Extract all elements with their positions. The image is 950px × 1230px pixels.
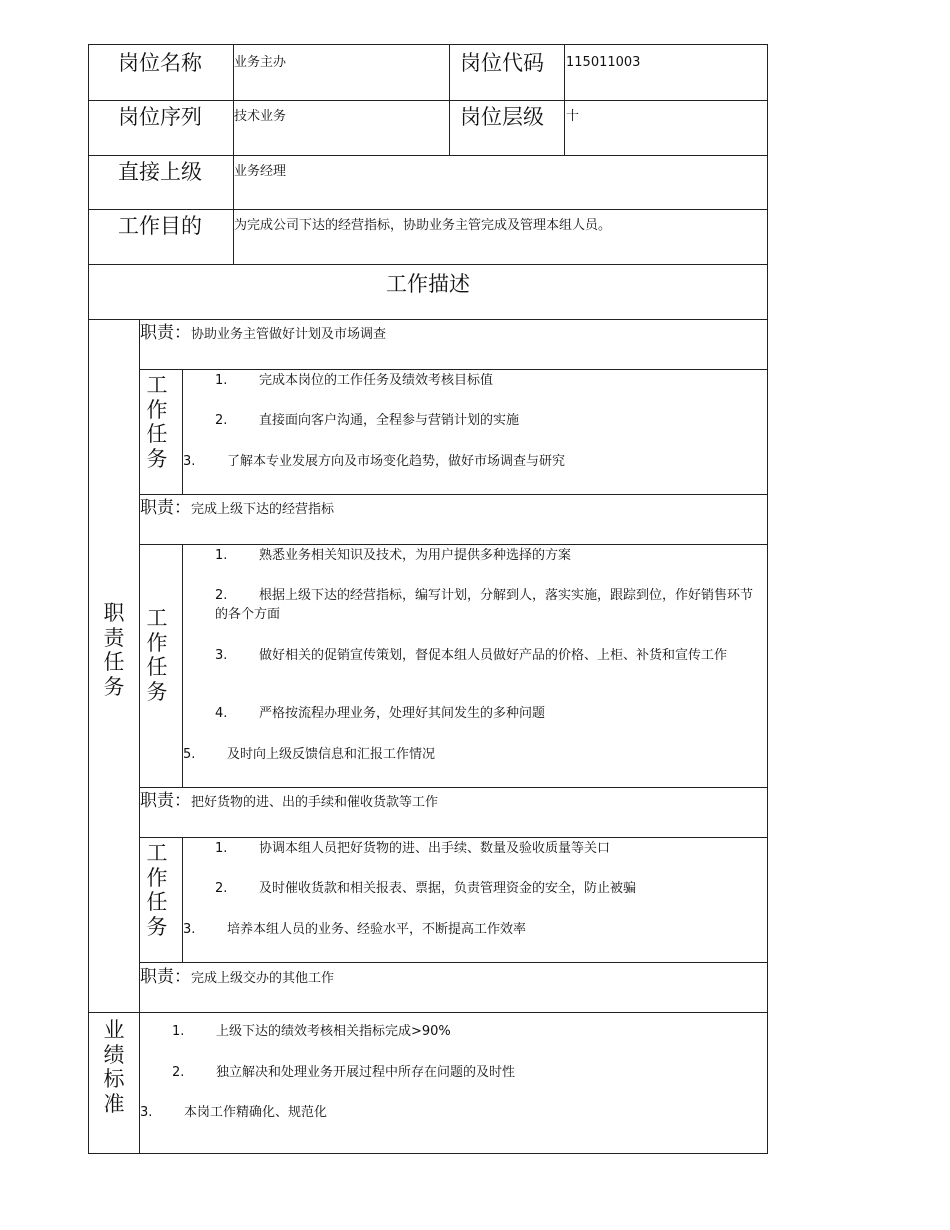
task-item: 4. 严格按流程办理业务，处理好其间发生的多种问题 <box>215 706 546 721</box>
task-item: 1. 熟悉业务相关知识及技术，为用户提供多种选择的方案 <box>215 548 572 563</box>
position-series-value: 技术业务 <box>234 109 287 124</box>
position-name-value: 业务主办 <box>234 55 287 70</box>
position-code-value: 115011003 <box>566 55 641 70</box>
superior-value: 业务经理 <box>234 164 287 179</box>
task-item: 1. 完成本岗位的工作任务及绩效考核目标值 <box>215 373 494 388</box>
duty-2: 职责：完成上级下达的经营指标 <box>140 498 335 518</box>
task-side-label-1: 工 作 任 务 <box>146 373 168 471</box>
duty-3: 职责：把好货物的进、出的手续和催收货款等工作 <box>140 791 439 811</box>
purpose-label: 工作目的 <box>118 214 202 238</box>
task-item: 2. 根据上级下达的经营指标，编写计划，分解到人，落实实施，跟踪到位，作好销售环节的各个方面 <box>215 588 754 622</box>
position-code-label: 岗位代码 <box>460 51 544 75</box>
position-series-label: 岗位序列 <box>118 105 202 129</box>
task-side-label-3: 工 作 任 务 <box>146 841 168 939</box>
responsibility-side-label: 职 责 任 务 <box>103 601 125 699</box>
task-side-label-2: 工 作 任 务 <box>146 606 168 704</box>
position-level-label: 岗位层级 <box>460 105 544 129</box>
duty-4: 职责：完成上级交办的其他工作 <box>140 967 335 987</box>
duty-1: 职责：协助业务主管做好计划及市场调查 <box>140 323 387 343</box>
superior-label: 直接上级 <box>118 160 202 184</box>
task-item: 3. 培养本组人员的业务、经验水平，不断提高工作效率 <box>183 922 527 937</box>
task-item: 3. 了解本专业发展方向及市场变化趋势，做好市场调查与研究 <box>183 454 566 469</box>
purpose-value: 为完成公司下达的经营指标，协助业务主管完成及管理本组人员。 <box>234 218 612 233</box>
performance-item: 3. 本岗工作精确化、规范化 <box>140 1105 328 1120</box>
description-title: 工作描述 <box>386 272 470 296</box>
task-item: 2. 直接面向客户沟通，全程参与营销计划的实施 <box>215 413 520 428</box>
task-item: 3. 做好相关的促销宣传策划，督促本组人员做好产品的价格、上柜、补货和宣传工作 <box>215 648 728 663</box>
performance-side-label: 业 绩 标 准 <box>103 1018 125 1116</box>
task-item: 2. 及时催收货款和相关报表、票据，负责管理资金的安全，防止被骗 <box>215 881 637 896</box>
performance-item: 2. 独立解决和处理业务开展过程中所存在问题的及时性 <box>172 1065 516 1080</box>
position-name-label: 岗位名称 <box>118 51 202 75</box>
task-item: 1. 协调本组人员把好货物的进、出手续、数量及验收质量等关口 <box>215 841 611 856</box>
position-level-value: 十 <box>566 109 580 124</box>
performance-item: 1. 上级下达的绩效考核相关指标完成>90% <box>172 1024 451 1039</box>
task-item: 5. 及时向上级反馈信息和汇报工作情况 <box>183 747 436 762</box>
